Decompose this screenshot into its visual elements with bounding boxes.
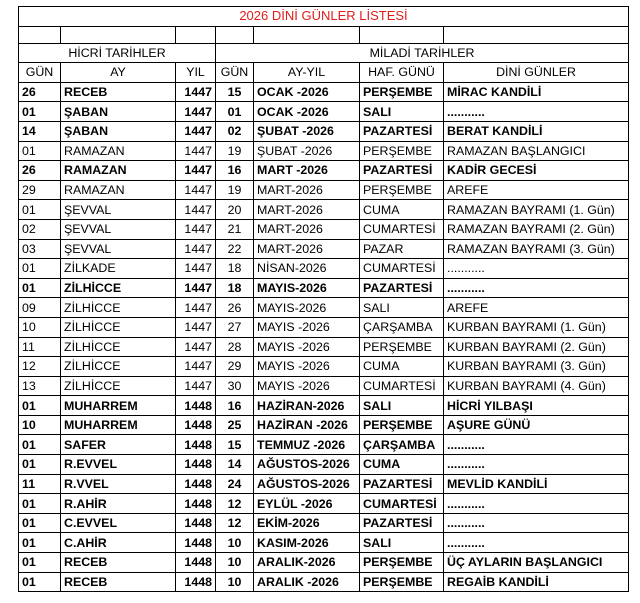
religious-day-cell: RAMAZAN BAYRAMI (3. Gün) <box>444 239 629 259</box>
hicri-month-cell: ZİLHİCCE <box>61 298 176 318</box>
hicri-year-cell: 1447 <box>176 180 216 200</box>
miladi-day-cell: 16 <box>216 396 254 416</box>
hicri-month-cell: RAMAZAN <box>61 161 176 181</box>
weekday-cell: CUMARTESİ <box>360 376 444 396</box>
month-year-cell: MAYIS-2026 <box>254 278 360 298</box>
religious-day-cell: KURBAN BAYRAMI (2. Gün) <box>444 337 629 357</box>
religious-day-cell: AREFE <box>444 298 629 318</box>
weekday-cell: PAZARTESİ <box>360 161 444 181</box>
miladi-day-cell: 28 <box>216 337 254 357</box>
month-year-cell: HAZİRAN -2026 <box>254 415 360 435</box>
table-row <box>19 219 629 239</box>
miladi-day-cell: 20 <box>216 200 254 220</box>
month-year-cell: MART -2026 <box>254 161 360 181</box>
table-row <box>19 102 629 122</box>
hicri-month-cell: ZİLHİCCE <box>61 357 176 377</box>
hicri-month-cell: ŞABAN <box>61 102 176 122</box>
hicri-year-cell: 1448 <box>176 572 216 592</box>
weekday-cell: CUMARTESİ <box>360 494 444 514</box>
religious-day-cell: RAMAZAN BAYRAMI (2. Gün) <box>444 219 629 239</box>
month-year-cell: ŞUBAT -2026 <box>254 121 360 141</box>
hicri-month-cell: RECEB <box>61 553 176 573</box>
month-year-cell: MAYIS-2026 <box>254 298 360 318</box>
month-year-cell: OCAK -2026 <box>254 82 360 102</box>
miladi-day-cell: 21 <box>216 219 254 239</box>
month-year-cell: MART-2026 <box>254 200 360 220</box>
hicri-year-cell: 1448 <box>176 435 216 455</box>
title-row <box>19 7 629 27</box>
miladi-day-cell: 10 <box>216 572 254 592</box>
weekday-cell: CUMA <box>360 357 444 377</box>
hicri-day-cell: 11 <box>19 474 61 494</box>
weekday-cell: PERŞEMBE <box>360 82 444 102</box>
hicri-month-cell: ZİLKADE <box>61 259 176 279</box>
table-row <box>19 357 629 377</box>
hicri-month-cell: ZİLHİCCE <box>61 278 176 298</box>
hicri-year-cell: 1448 <box>176 396 216 416</box>
hicri-year-cell: 1447 <box>176 200 216 220</box>
hicri-month-cell: ZİLHİCCE <box>61 376 176 396</box>
column-header-hicri-year: YIL <box>176 63 216 83</box>
table-row <box>19 121 629 141</box>
weekday-cell: PAZARTESİ <box>360 278 444 298</box>
hicri-year-cell: 1448 <box>176 455 216 475</box>
religious-day-cell: KURBAN BAYRAMI (1. Gün) <box>444 317 629 337</box>
table-row <box>19 259 629 279</box>
hicri-month-cell: MUHARREM <box>61 415 176 435</box>
month-year-cell: MAYIS -2026 <box>254 337 360 357</box>
miladi-day-cell: 30 <box>216 376 254 396</box>
hicri-day-cell: 01 <box>19 278 61 298</box>
hicri-year-cell: 1447 <box>176 357 216 377</box>
miladi-day-cell: 18 <box>216 259 254 279</box>
hicri-day-cell: 12 <box>19 357 61 377</box>
hicri-day-cell: 01 <box>19 200 61 220</box>
column-header-miladi-day: GÜN <box>216 63 254 83</box>
hicri-year-cell: 1448 <box>176 494 216 514</box>
table-row <box>19 474 629 494</box>
hicri-month-cell: R.VVEL <box>61 474 176 494</box>
miladi-day-cell: 29 <box>216 357 254 377</box>
religious-day-cell: HİCRİ YILBAŞI <box>444 396 629 416</box>
hicri-day-cell: 01 <box>19 259 61 279</box>
table-row <box>19 513 629 533</box>
hicri-month-cell: RAMAZAN <box>61 180 176 200</box>
column-header-month-year: AY-YIL <box>254 63 360 83</box>
miladi-day-cell: 15 <box>216 82 254 102</box>
religious-day-cell: ........... <box>444 494 629 514</box>
column-header-row <box>19 63 629 83</box>
weekday-cell: PERŞEMBE <box>360 553 444 573</box>
empty-cell <box>61 26 176 43</box>
hicri-year-cell: 1447 <box>176 121 216 141</box>
hicri-year-cell: 1447 <box>176 82 216 102</box>
religious-day-cell: AŞURE GÜNÜ <box>444 415 629 435</box>
weekday-cell: SALI <box>360 298 444 318</box>
weekday-cell: PERŞEMBE <box>360 180 444 200</box>
weekday-cell: SALI <box>360 102 444 122</box>
miladi-day-cell: 19 <box>216 141 254 161</box>
column-header-hicri-day: GÜN <box>19 63 61 83</box>
hicri-month-cell: MUHARREM <box>61 396 176 416</box>
table-row <box>19 337 629 357</box>
hicri-day-cell: 01 <box>19 533 61 553</box>
religious-days-table <box>18 6 629 592</box>
empty-cell <box>176 26 216 43</box>
hicri-year-cell: 1448 <box>176 474 216 494</box>
month-year-cell: OCAK -2026 <box>254 102 360 122</box>
hicri-day-cell: 14 <box>19 121 61 141</box>
hicri-month-cell: ZİLHİCCE <box>61 317 176 337</box>
month-year-cell: ARALIK -2026 <box>254 572 360 592</box>
table-row <box>19 298 629 318</box>
weekday-cell: PAZARTESİ <box>360 474 444 494</box>
hicri-day-cell: 02 <box>19 219 61 239</box>
month-year-cell: KASIM-2026 <box>254 533 360 553</box>
hicri-day-cell: 01 <box>19 455 61 475</box>
hicri-month-cell: ŞEVVAL <box>61 200 176 220</box>
religious-day-cell: ........... <box>444 455 629 475</box>
miladi-day-cell: 15 <box>216 435 254 455</box>
hicri-year-cell: 1447 <box>176 239 216 259</box>
hicri-year-cell: 1447 <box>176 337 216 357</box>
weekday-cell: PAZAR <box>360 239 444 259</box>
hicri-day-cell: 01 <box>19 572 61 592</box>
miladi-day-cell: 10 <box>216 553 254 573</box>
hicri-month-cell: SAFER <box>61 435 176 455</box>
hicri-month-cell: RAMAZAN <box>61 141 176 161</box>
month-year-cell: MAYIS -2026 <box>254 317 360 337</box>
weekday-cell: PERŞEMBE <box>360 572 444 592</box>
religious-day-cell: RAMAZAN BAŞLANGICI <box>444 141 629 161</box>
table-title: 2026 DİNİ GÜNLER LİSTESİ <box>19 7 629 27</box>
weekday-cell: CUMARTESİ <box>360 259 444 279</box>
hicri-month-cell: R.AHİR <box>61 494 176 514</box>
weekday-cell: SALI <box>360 533 444 553</box>
miladi-day-cell: 18 <box>216 278 254 298</box>
hicri-year-cell: 1447 <box>176 259 216 279</box>
hicri-day-cell: 01 <box>19 494 61 514</box>
table-row <box>19 180 629 200</box>
table-row <box>19 396 629 416</box>
table-row <box>19 572 629 592</box>
table-row <box>19 82 629 102</box>
empty-cell <box>19 26 61 43</box>
religious-day-cell: MEVLİD KANDİLİ <box>444 474 629 494</box>
hicri-day-cell: 01 <box>19 435 61 455</box>
hicri-month-cell: ŞABAN <box>61 121 176 141</box>
religious-day-cell: KURBAN BAYRAMI (4. Gün) <box>444 376 629 396</box>
miladi-day-cell: 19 <box>216 180 254 200</box>
religious-day-cell: ........... <box>444 533 629 553</box>
month-year-cell: AĞUSTOS-2026 <box>254 455 360 475</box>
table-row <box>19 200 629 220</box>
column-header-weekday: HAF. GÜNÜ <box>360 63 444 83</box>
column-header-hicri-month: AY <box>61 63 176 83</box>
hicri-year-cell: 1447 <box>176 376 216 396</box>
religious-day-cell: AREFE <box>444 180 629 200</box>
miladi-day-cell: 22 <box>216 239 254 259</box>
hicri-month-cell: ŞEVVAL <box>61 219 176 239</box>
hicri-month-cell: RECEB <box>61 572 176 592</box>
hicri-day-cell: 01 <box>19 553 61 573</box>
table-row <box>19 553 629 573</box>
table-row <box>19 376 629 396</box>
month-year-cell: MART-2026 <box>254 239 360 259</box>
hicri-day-cell: 01 <box>19 102 61 122</box>
group-header-row <box>19 43 629 63</box>
weekday-cell: CUMA <box>360 200 444 220</box>
miladi-day-cell: 16 <box>216 161 254 181</box>
hicri-day-cell: 10 <box>19 317 61 337</box>
table-row <box>19 435 629 455</box>
miladi-day-cell: 10 <box>216 533 254 553</box>
hicri-year-cell: 1447 <box>176 219 216 239</box>
hicri-year-cell: 1447 <box>176 102 216 122</box>
hicri-day-cell: 10 <box>19 415 61 435</box>
hicri-day-cell: 01 <box>19 396 61 416</box>
table-row <box>19 278 629 298</box>
month-year-cell: TEMMUZ -2026 <box>254 435 360 455</box>
miladi-day-cell: 12 <box>216 513 254 533</box>
miladi-day-cell: 01 <box>216 102 254 122</box>
religious-day-cell: KURBAN BAYRAMI (3. Gün) <box>444 357 629 377</box>
hicri-day-cell: 01 <box>19 513 61 533</box>
hicri-day-cell: 29 <box>19 180 61 200</box>
month-year-cell: EYLÜL -2026 <box>254 494 360 514</box>
religious-day-cell: ........... <box>444 102 629 122</box>
miladi-day-cell: 24 <box>216 474 254 494</box>
weekday-cell: CUMA <box>360 455 444 475</box>
religious-day-cell: ........... <box>444 278 629 298</box>
table-row <box>19 415 629 435</box>
month-year-cell: EKİM-2026 <box>254 513 360 533</box>
weekday-cell: PERŞEMBE <box>360 337 444 357</box>
month-year-cell: NİSAN-2026 <box>254 259 360 279</box>
hicri-month-cell: ŞEVVAL <box>61 239 176 259</box>
hicri-month-cell: RECEB <box>61 82 176 102</box>
hicri-year-cell: 1447 <box>176 141 216 161</box>
month-year-cell: ARALIK-2026 <box>254 553 360 573</box>
religious-day-cell: KADİR GECESİ <box>444 161 629 181</box>
miladi-day-cell: 25 <box>216 415 254 435</box>
miladi-day-cell: 12 <box>216 494 254 514</box>
weekday-cell: PAZARTESİ <box>360 513 444 533</box>
table-row <box>19 494 629 514</box>
religious-day-cell: ........... <box>444 513 629 533</box>
month-year-cell: MAYIS -2026 <box>254 357 360 377</box>
table-row <box>19 161 629 181</box>
table-row <box>19 317 629 337</box>
hicri-year-cell: 1447 <box>176 317 216 337</box>
weekday-cell: ÇARŞAMBA <box>360 435 444 455</box>
hicri-group-header: HİCRİ TARİHLER <box>19 43 216 63</box>
column-header-religious-day: DİNİ GÜNLER <box>444 63 629 83</box>
empty-cell <box>444 26 629 43</box>
month-year-cell: HAZİRAN-2026 <box>254 396 360 416</box>
miladi-day-cell: 27 <box>216 317 254 337</box>
weekday-cell: ÇARŞAMBA <box>360 317 444 337</box>
weekday-cell: PERŞEMBE <box>360 141 444 161</box>
hicri-year-cell: 1447 <box>176 298 216 318</box>
table-row <box>19 533 629 553</box>
hicri-day-cell: 09 <box>19 298 61 318</box>
hicri-day-cell: 13 <box>19 376 61 396</box>
hicri-year-cell: 1448 <box>176 415 216 435</box>
hicri-year-cell: 1447 <box>176 161 216 181</box>
empty-cell <box>216 26 254 43</box>
month-year-cell: AĞUSTOS-2026 <box>254 474 360 494</box>
hicri-month-cell: R.EVVEL <box>61 455 176 475</box>
blank-row <box>19 26 629 43</box>
table-row <box>19 455 629 475</box>
month-year-cell: MAYIS -2026 <box>254 376 360 396</box>
hicri-month-cell: C.AHİR <box>61 533 176 553</box>
hicri-year-cell: 1448 <box>176 533 216 553</box>
hicri-day-cell: 01 <box>19 141 61 161</box>
month-year-cell: ŞUBAT -2026 <box>254 141 360 161</box>
miladi-group-header: MİLADİ TARİHLER <box>216 43 629 63</box>
religious-day-cell: ........... <box>444 259 629 279</box>
hicri-year-cell: 1448 <box>176 513 216 533</box>
empty-cell <box>360 26 444 43</box>
religious-day-cell: RAMAZAN BAYRAMI (1. Gün) <box>444 200 629 220</box>
month-year-cell: MART-2026 <box>254 180 360 200</box>
table-row <box>19 239 629 259</box>
religious-day-cell: ........... <box>444 435 629 455</box>
empty-cell <box>254 26 360 43</box>
religious-day-cell: MİRAC KANDİLİ <box>444 82 629 102</box>
hicri-day-cell: 26 <box>19 82 61 102</box>
miladi-day-cell: 02 <box>216 121 254 141</box>
hicri-day-cell: 03 <box>19 239 61 259</box>
weekday-cell: CUMARTESİ <box>360 219 444 239</box>
miladi-day-cell: 14 <box>216 455 254 475</box>
hicri-year-cell: 1448 <box>176 553 216 573</box>
weekday-cell: PERŞEMBE <box>360 415 444 435</box>
weekday-cell: PAZARTESİ <box>360 121 444 141</box>
hicri-month-cell: C.EVVEL <box>61 513 176 533</box>
weekday-cell: SALI <box>360 396 444 416</box>
religious-day-cell: ÜÇ AYLARIN BAŞLANGICI <box>444 553 629 573</box>
hicri-day-cell: 11 <box>19 337 61 357</box>
miladi-day-cell: 26 <box>216 298 254 318</box>
religious-day-cell: BERAT KANDİLİ <box>444 121 629 141</box>
table-row <box>19 141 629 161</box>
hicri-day-cell: 26 <box>19 161 61 181</box>
hicri-month-cell: ZİLHİCCE <box>61 337 176 357</box>
hicri-year-cell: 1447 <box>176 278 216 298</box>
month-year-cell: MART-2026 <box>254 219 360 239</box>
religious-day-cell: REGAİB KANDİLİ <box>444 572 629 592</box>
